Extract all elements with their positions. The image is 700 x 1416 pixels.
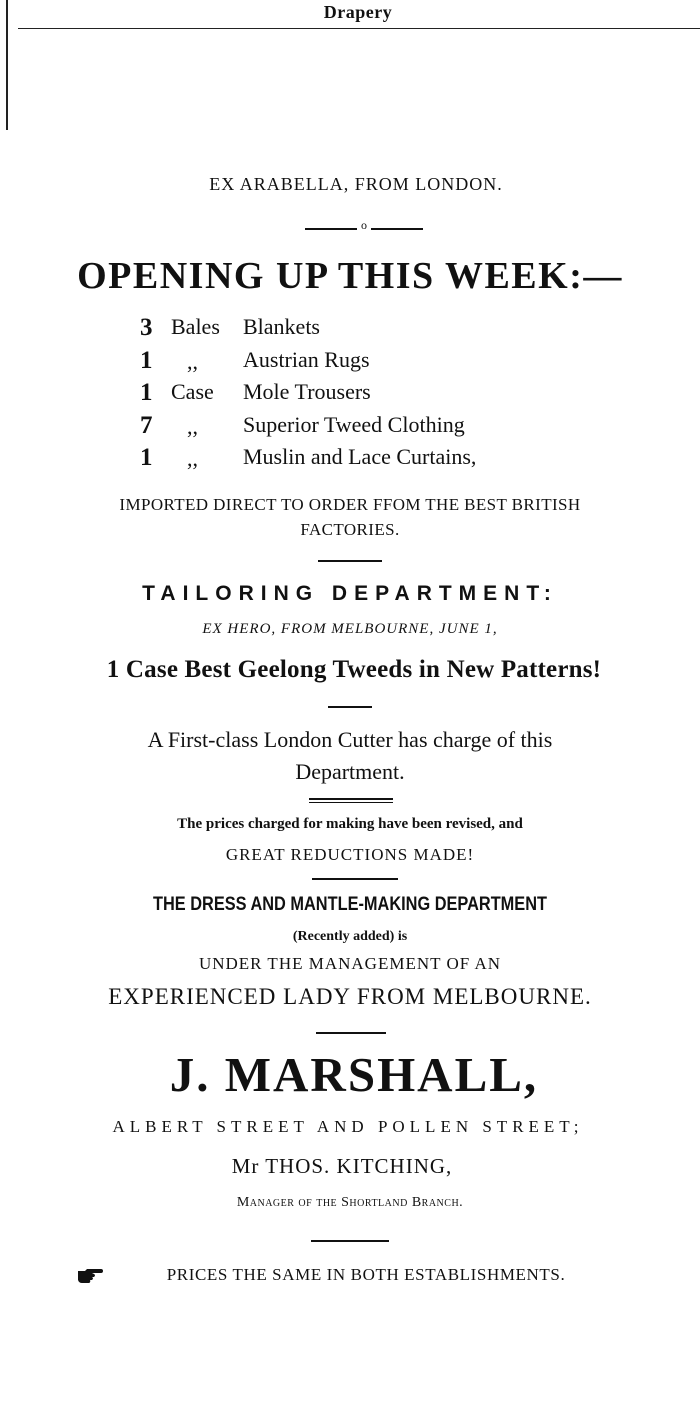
recently-added-line: (Recently added) is [292, 929, 408, 944]
ornament-divider: o [305, 221, 423, 237]
item-description: Muslin and Lace Curtains, [243, 444, 477, 469]
item-quantity: 1 [140, 444, 153, 471]
cutter-line-cont: Department. [295, 759, 405, 784]
section-header: Drapery [323, 2, 393, 22]
ditto-mark: ,, [187, 348, 198, 374]
list-item [140, 410, 560, 443]
header-rule [18, 28, 700, 29]
opening-headline: OPENING UP THIS WEEK:— [77, 255, 623, 297]
item-description: Mole Trousers [243, 379, 371, 404]
divider-rule [328, 706, 372, 708]
item-unit: Bales [171, 314, 220, 339]
divider-rule [318, 560, 382, 562]
experienced-lady-line: EXPERIENCED LADY FROM MELBOURNE. [108, 984, 592, 1009]
tailoring-heading: TAILORING DEPARTMENT: [142, 582, 558, 605]
ditto-mark: ,, [187, 446, 198, 471]
list-item [140, 377, 560, 410]
item-description: Blankets [243, 314, 320, 339]
list-item [140, 442, 560, 475]
cutter-line: A First-class London Cutter has charge of this [147, 727, 553, 752]
item-unit: Case [171, 379, 214, 404]
list-item [140, 312, 560, 345]
manager-title: Manager of the Shortland Branch. [236, 1195, 464, 1210]
prices-revised-line: The prices charged for making have been revised, and [177, 816, 523, 832]
list-item [140, 345, 560, 378]
item-quantity: 3 [140, 314, 153, 341]
dress-department-heading: THE DRESS AND MANTLE-MAKING DEPARTMENT [153, 894, 547, 915]
divider-rule [312, 878, 398, 880]
arrival-line: EX ARABELLA, FROM LONDON. [209, 174, 503, 194]
goods-list [140, 312, 560, 475]
manager-name: Mr THOS. KITCHING, [231, 1154, 453, 1178]
great-reductions-line: GREAT REDUCTIONS MADE! [225, 845, 475, 864]
prices-same-line: PRICES THE SAME IN BOTH ESTABLISHMENTS. [166, 1265, 566, 1284]
item-quantity: 1 [140, 346, 153, 374]
divider-rule [311, 1240, 389, 1242]
item-quantity: 1 [140, 379, 153, 406]
geelong-tweeds-line: 1 Case Best Geelong Tweeds in New Patterns! [106, 656, 602, 683]
management-line: UNDER THE MANAGEMENT OF AN [198, 954, 502, 973]
item-description: Superior Tweed Clothing [243, 411, 465, 437]
double-divider-rule [309, 798, 393, 803]
divider-rule [316, 1032, 386, 1034]
imported-line: IMPORTED DIRECT TO ORDER FFOM THE BEST BRITISH [119, 495, 581, 514]
ditto-mark: ,, [187, 413, 198, 439]
imported-line-cont: FACTORIES. [300, 520, 400, 539]
proprietor-name: J. MARSHALL, [169, 1047, 539, 1102]
tailoring-ship-line: EX HERO, FROM MELBOURNE, JUNE 1, [202, 621, 498, 637]
proprietor-address: ALBERT STREET AND POLLEN STREET; [112, 1117, 584, 1136]
item-quantity: 7 [140, 411, 153, 439]
item-description: Austrian Rugs [243, 346, 370, 372]
